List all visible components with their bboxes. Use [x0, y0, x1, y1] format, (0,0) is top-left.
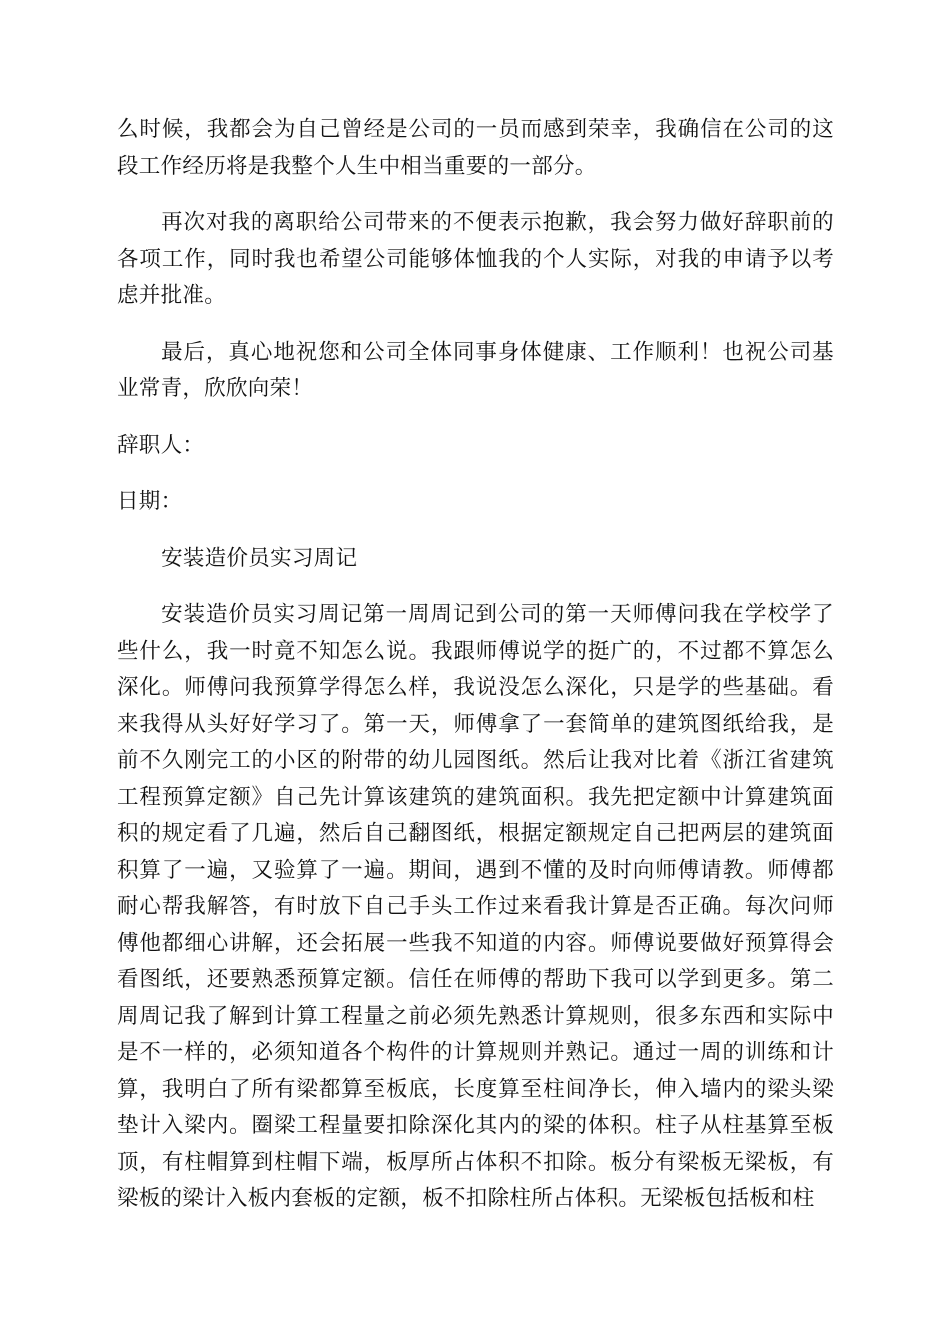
- paragraph-internship-journal: 安装造价员实习周记第一周周记到公司的第一天师傅问我在学校学了些什么，我一时竟不知怎么说。我跟师傅说学的挺广的，不过都不算怎么深化。师傅问我预算学得怎么样，我说没怎么深化，只是学的些基础。看来我得从头好好学习了。第一天，师傅拿了一套简单的建筑图纸给我，是前不久刚完工的小区的附带的幼儿园图纸。然后让我对比着《浙江省建筑工程预算定额》自己先计算该建筑的建筑面积。我先把定额中计算建筑面积的规定看了几遍，然后自己翻图纸，根据定额规定自己把两层的建筑面积算了一遍，又验算了一遍。期间，遇到不懂的及时向师傅请教。师傅都耐心帮我解答，有时放下自己手头工作过来看我计算是否正确。每次问师傅他都细心讲解，还会拓展一些我不知道的内容。师傅说要做好预算得会看图纸，还要熟悉预算定额。信任在师傅的帮助下我可以学到更多。第二周周记我了解到计算工程量之前必须先熟悉计算规则，很多东西和实际中是不一样的，必须知道各个构件的计算规则并熟记。通过一周的训练和计算，我明白了所有梁都算至板底，长度算至柱间净长，伸入墙内的梁头梁垫计入梁内。圈梁工程量要扣除深化其内的梁的体积。柱子从柱基算至板顶，有柱帽算到柱帽下端，板厚所占体积不扣除。板分有梁板无梁板，有梁板的梁计入板内套板的定额，板不扣除柱所占体积。无梁板包括板和柱: [117, 602, 834, 1211]
- document-page: [117, 112, 834, 1218]
- date-label: 日期：: [117, 489, 183, 514]
- paragraph-gratitude-continued: 么时候，我都会为自己曾经是公司的一员而感到荣幸，我确信在公司的这段工作经历将是我整个人生中相当重要的一部分。: [117, 117, 834, 179]
- section-title: 安装造价员实习周记: [161, 545, 358, 571]
- resigner-label: 辞职人：: [117, 432, 205, 458]
- paragraph-apology: 再次对我的离职给公司带来的不便表示抱歉，我会努力做好辞职前的各项工作，同时我也希望公司能够体恤我的个人实际，对我的申请予以考虑并批准。: [117, 210, 834, 308]
- paragraph-closing-wishes: 最后，真心地祝您和公司全体同事身体健康、工作顺利！也祝公司基业常青，欣欣向荣！: [117, 339, 834, 401]
